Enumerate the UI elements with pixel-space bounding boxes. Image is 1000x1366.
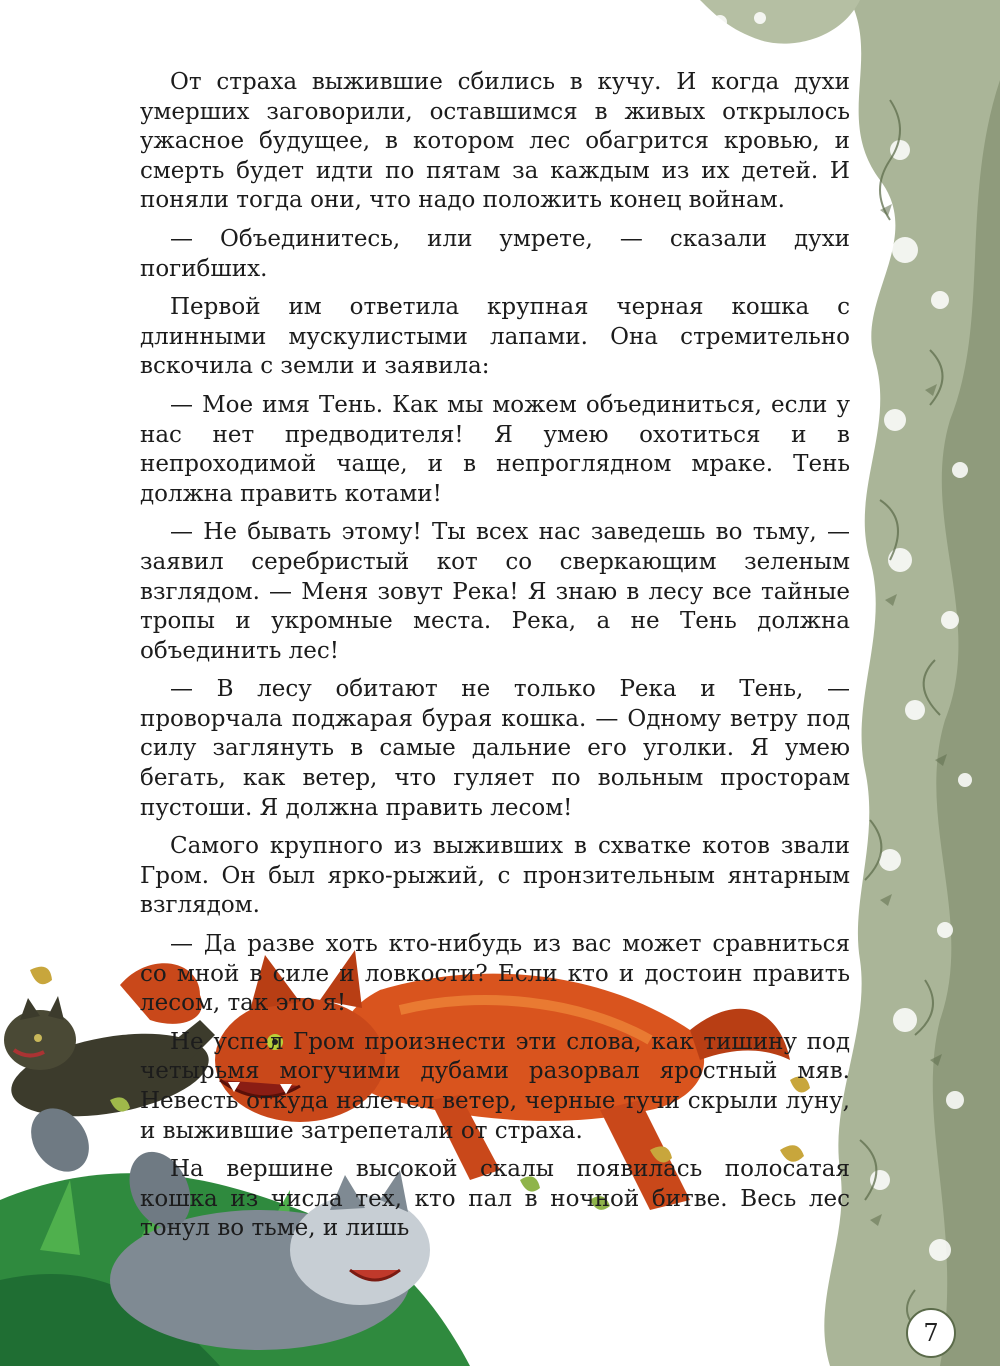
paragraph: — Не бывать этому! Ты всех нас заведешь во тьму, — заявил серебристый кот со сверкающим зеленым взглядом. — Меня зовут Река! Я знаю в лесу все тайные тропы и укромные места. Река, а не Тень должна объединить лес! (140, 519, 850, 664)
paragraph: — В лесу обитают не только Река и Тень, — проворчала поджарая бурая кошка. — Одному ветру под силу заглянуть в самые дальние его уголки. Я умею бегать, как ветер, что гуляет по вольным просторам пустоши. Я должна править лесом! (140, 676, 850, 821)
paragraph: От страха выжившие сбились в кучу. И когда духи умерших заговорили, оставшимся в живых открылось ужасное будущее, в котором лес обагрится кровью, и смерть будет идти по пятам за каждым из их детей. И поняли тогда они, что надо положить конец войнам. (140, 69, 850, 214)
paragraph: На вершине высокой скалы появилась полосатая кошка из числа тех, кто пал в ночной битве. Весь лес тонул во тьме, и лишь (140, 1156, 850, 1242)
page-number: 7 (906, 1308, 956, 1358)
paragraph: — Объединитесь, или умрете, — сказали духи погибших. (140, 225, 850, 282)
story-text (140, 68, 850, 1253)
paragraph: Первой им ответила крупная черная кошка с длинными мускулистыми лапами. Она стремительно вскочила с земли и заявила: (140, 294, 850, 380)
paragraph: Не успел Гром произнести эти слова, как тишину под четырьмя могучими дубами разорвал яростный мяв. Невесть откуда налетел ветер, черные тучи скрыли луну, и выжившие затрепетали от страха. (140, 1028, 850, 1144)
paragraph: Самого крупного из выживших в схватке котов звали Гром. Он был ярко-рыжий, с пронзительным янтарным взглядом. (140, 833, 850, 919)
paragraph: — Да разве хоть кто-нибудь из вас может сравниться со мной в силе и ловкости? Если кто и достоин править лесом, так это я! (140, 931, 850, 1017)
paragraph: — Мое имя Тень. Как мы можем объединиться, если у нас нет предводителя! Я умею охотиться и в непроходимой чаще, и в непроглядном мраке. Тень должна править котами! (140, 391, 850, 507)
